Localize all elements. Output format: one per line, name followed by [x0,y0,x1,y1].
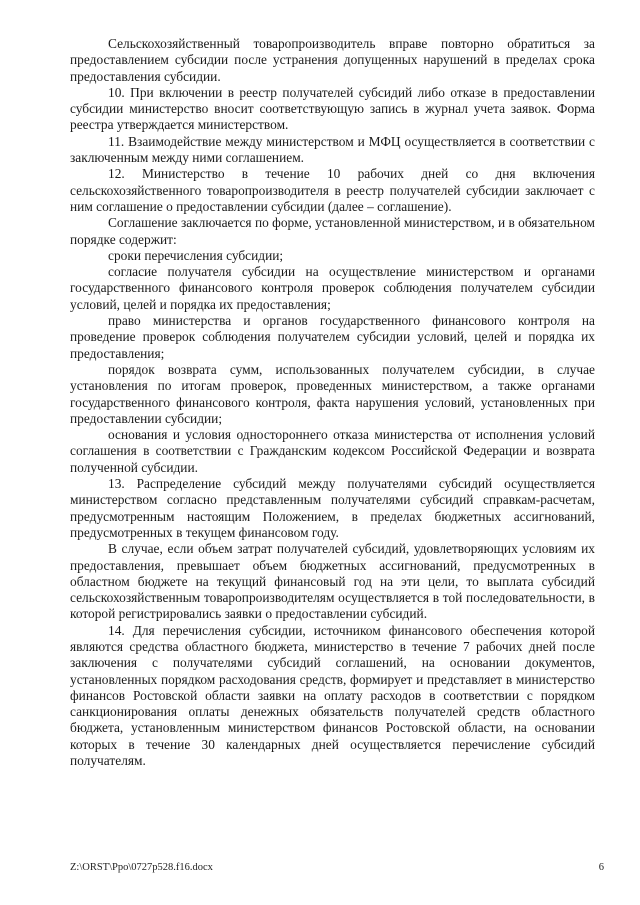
paragraph-resubmission: Сельскохозяйственный товаропроизводитель вправе повторно обратиться за предоставлением субсидии после устранения допущенных нарушений в пределах срока предоставления субсидии. [70,36,595,84]
paragraph-12: 12. Министерство в течение 10 рабочих дней со дня включения сельскохозяйственного товаропроизводителя в реестр получателей субсидии заключает с ним соглашение о предоставлении субсидии (далее – соглашение). [70,166,595,214]
document-body [70,36,595,769]
list-item-unilateral-refusal: основания и условия одностороннего отказа министерства от исполнения условий соглашения в соответствии с Гражданским кодексом Российской Федерации и возврата полученной субсидии. [70,427,595,475]
list-item-consent-inspections: согласие получателя субсидии на осуществление министерством и органами государственного финансового контроля проверок соблюдения получателем субсидии условий, целей и порядка их предоставления; [70,264,595,312]
paragraph-14: 14. Для перечисления субсидии, источником финансового обеспечения которой являются средства областного бюджета, министерство в течение 7 рабочих дней после заключения с получателями субсидий соглашений, на основании документов, установленных порядком расходования средств, формирует и представляет в министерство финансов Ростовской области заявки на оплату расходов в соответствии с порядком санкционирования оплаты денежных обязательств получателей средств областного бюджета, установленным министерством финансов Ростовской области, на основании которых в течение 30 календарных дней осуществляется перечисление субсидий получателям. [70,622,595,769]
page-number: 6 [598,862,604,873]
list-item-refund-procedure: порядок возврата сумм, использованных получателем субсидии, в случае установления по итогам проверок, проведенных министерством, а также органами государственного финансового контроля, факта нарушения условий, установленных при предоставлении субсидии; [70,361,595,426]
list-item-transfer-terms: сроки перечисления субсидии; [108,247,284,263]
paragraph-10: 10. При включении в реестр получателей субсидий либо отказе в предоставлении субсидии министерство вносит соответствующую запись в журнал учета заявок. Форма реестра утверждается министерством. [70,84,595,133]
list-item-right-inspections: право министерства и органов государственного финансового контроля на проведение проверок соблюдения получателем субсидии условий, целей и порядка их предоставления; [70,313,595,361]
paragraph-11: 11. Взаимодействие между министерством и МФЦ осуществляется в соответствии с заключенным между ними соглашением. [70,133,595,166]
paragraph-13: 13. Распределение субсидий между получателями субсидий осуществляется министерством согласно представленным получателями субсидий справкам-расчетам, предусмотренным настоящим Положением, в пределах бюджетных ассигнований, предусмотренных в текущем финансовом году. [70,476,595,540]
paragraph-agreement-form: Соглашение заключается по форме, установленной министерством, и в обязательном порядке содержит: [70,215,596,247]
file-path: Z:\ORST\Ppo\0727p528.f16.docx [70,862,213,873]
paragraph-budget-excess: В случае, если объем затрат получателей субсидий, удовлетворяющих условиям их предоставления, превышает объем бюджетных ассигнований, предусмотренных в областном бюджете на текущий финансовый год на эти цели, то выплата субсидий сельскохозяйственным товаропроизводителям осуществляется в той последовательности, в которой регистрировались заявки о предоставлении субсидий. [70,541,595,622]
